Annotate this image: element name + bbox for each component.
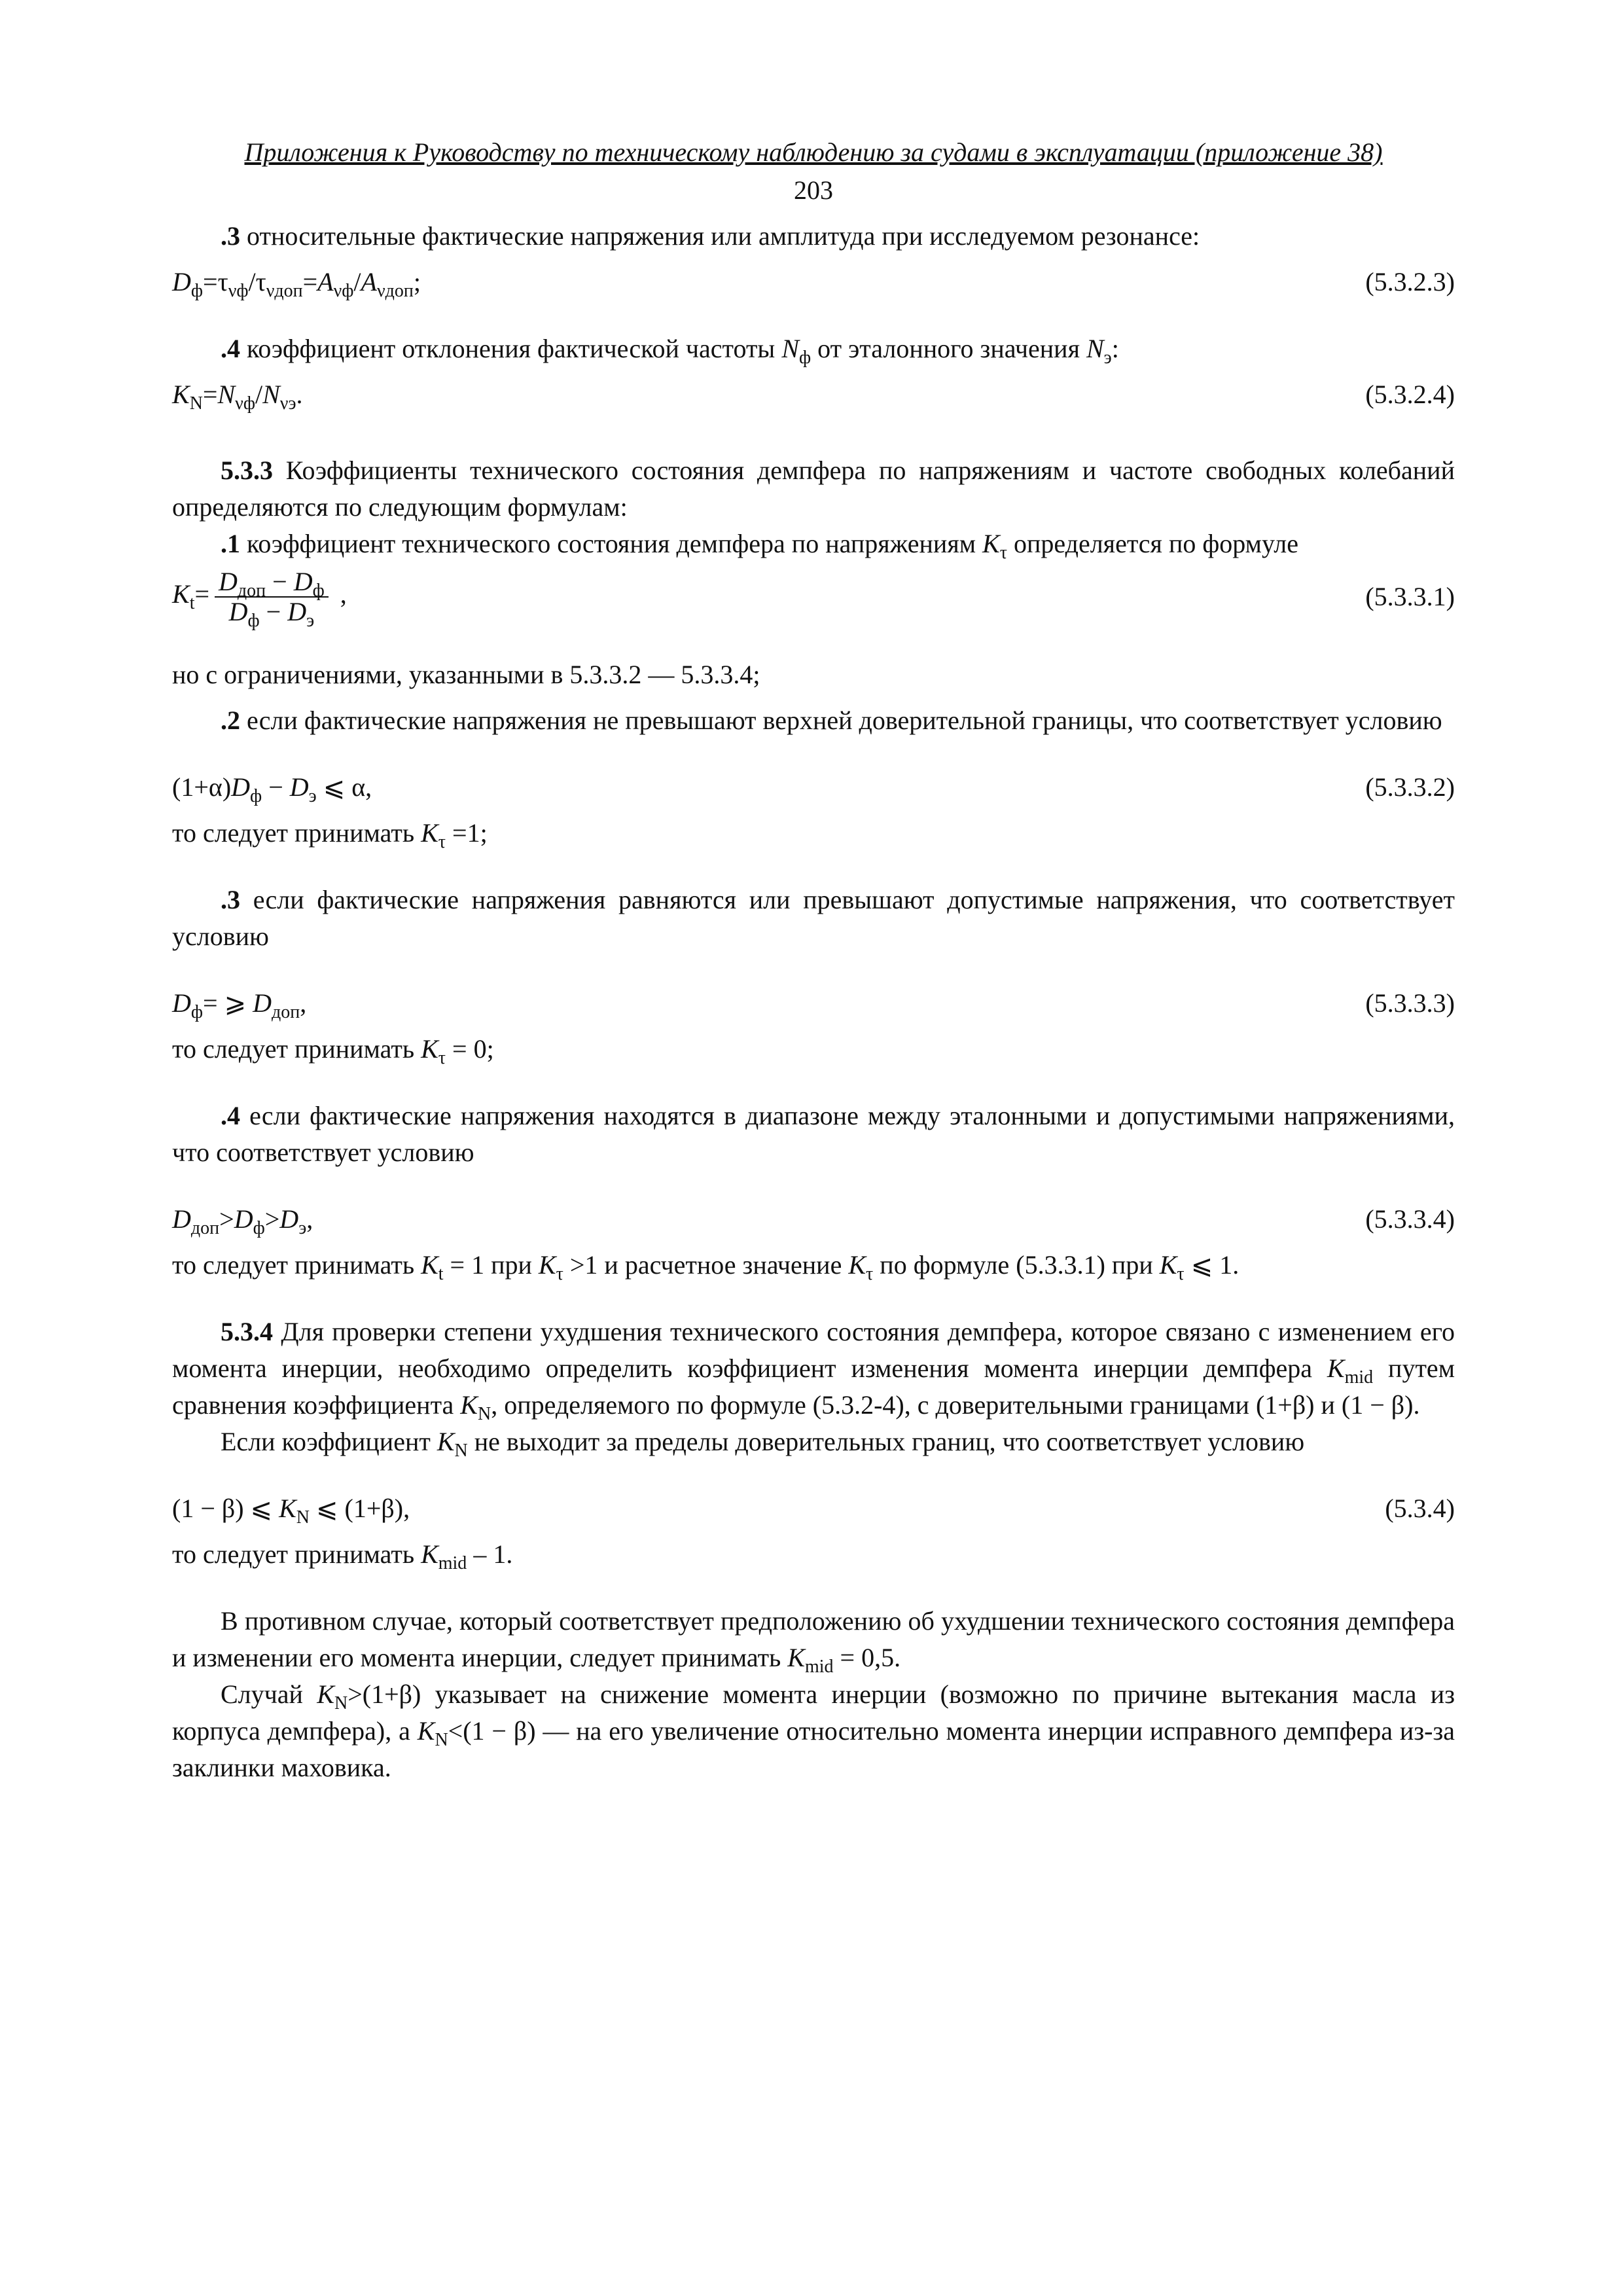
item-3b-conclusion — [172, 1031, 1455, 1067]
var-D: D — [231, 772, 251, 802]
formula-sym: = — [202, 380, 218, 409]
section-5-3-4-paragraph — [172, 1314, 1455, 1424]
sub-mid: mid — [804, 1657, 834, 1677]
var-K: K — [982, 529, 1000, 558]
document-page — [172, 134, 1455, 1786]
var-K: K — [421, 1539, 438, 1569]
item-number: .3 — [221, 221, 240, 251]
sub-τ: τ — [556, 1264, 563, 1284]
var-N: N — [262, 380, 280, 409]
formula-5-3-3-1 — [172, 567, 1455, 631]
var-K: K — [421, 1250, 438, 1280]
formula-sym: − — [262, 772, 290, 802]
sub-τ: τ — [999, 543, 1007, 563]
sub-τ: τ — [438, 1048, 446, 1068]
var-N: N — [781, 334, 799, 363]
formula-sym: − — [259, 597, 288, 626]
var-A: A — [317, 267, 334, 296]
sub-N: N — [189, 393, 203, 414]
item-text: если фактические напряжения не превышают верхней доверительной границы, что соответствует условию — [240, 706, 1442, 735]
item-text: = 0,5. — [833, 1643, 901, 1672]
var-D: D — [234, 1204, 253, 1234]
item-text: то следует принимать — [172, 818, 421, 848]
item-text: коэффициент технического состояния демпфера по напряжениям — [240, 529, 983, 558]
running-header: Приложения к Руководству по техническому наблюдению за судами в эксплуатации (приложение 38) — [244, 137, 1383, 167]
item-text: <(1 − β) — на его увеличение относительно момента инерции исправного демпфера из-за заклинки маховика. — [172, 1716, 1455, 1782]
section-5-3-3-paragraph — [172, 452, 1455, 526]
sub-э: э — [308, 786, 317, 806]
var-K: K — [172, 380, 190, 409]
formula-5-3-2-4 — [172, 376, 1455, 413]
item-text: Если коэффициент — [221, 1427, 437, 1456]
item-text: >(1+β) указывает на снижение момента инерции (возможно по причине вытекания масла из корпуса демпфера), а — [172, 1679, 1455, 1746]
formula-5-3-2-3 — [172, 264, 1455, 300]
item-3b-paragraph — [172, 882, 1455, 955]
item-number: .2 — [221, 706, 240, 735]
formula-sym: , — [306, 1204, 313, 1234]
var-K: K — [848, 1250, 866, 1280]
formula-sym: / — [353, 267, 361, 296]
item-text: относительные фактические напряжения или амплитуда при исследуемом резонансе: — [240, 221, 1200, 251]
item-text: коэффициент отклонения фактической частоты — [240, 334, 782, 363]
formula-sym: = — [194, 579, 210, 609]
sub-ф: ф — [253, 1218, 265, 1238]
item-text: то следует принимать — [172, 1539, 421, 1569]
item-text: то следует принимать — [172, 1250, 421, 1280]
section-text: Для проверки степени ухудшения технического состояния демпфера, которое связано с изменением его момента инерции, необходимо определить коэффициент изменения момента инерции демпфера — [172, 1317, 1455, 1383]
section-text: Коэффициенты технического состояния демпфера по напряжениям и частоте свободных колебаний определяются по следующим формулам: — [172, 456, 1455, 522]
fraction-numerator — [215, 567, 329, 601]
var-K: K — [538, 1250, 556, 1280]
var-K: K — [421, 818, 438, 848]
formula-sym: − — [266, 567, 294, 596]
item-text: = 1 при — [443, 1250, 539, 1280]
fraction-denominator — [225, 597, 319, 631]
var-K: K — [1327, 1354, 1345, 1383]
var-D: D — [172, 988, 191, 1018]
item-text: определяется по формуле — [1007, 529, 1298, 558]
formula-5-3-3-2 — [172, 769, 1455, 806]
item-text: по формуле (5.3.3.1) при — [873, 1250, 1160, 1280]
equation-number: (5.3.3.3) — [1365, 988, 1455, 1018]
sub-доп: доп — [237, 581, 266, 601]
var-D: D — [228, 597, 248, 626]
sub-ф: ф — [190, 281, 204, 301]
formula-body — [172, 985, 306, 1022]
item-text: : — [1111, 334, 1119, 363]
formula-sym: > — [264, 1204, 280, 1234]
formula-sym: /τ — [248, 267, 266, 296]
section-text: , определяемого по формуле (5.3.2-4), с доверительными границами (1+β) и (1 − β). — [491, 1390, 1420, 1420]
section-text: путем сравнения коэффициента — [172, 1354, 1455, 1420]
sub-N: N — [477, 1404, 491, 1424]
sub-νф: νф — [228, 281, 249, 301]
sub-t: t — [189, 593, 195, 614]
item-2-paragraph — [172, 702, 1455, 739]
equation-number: (5.3.3.1) — [1365, 582, 1455, 611]
formula-body — [172, 1490, 410, 1527]
var-K: K — [417, 1716, 435, 1746]
formula-5-3-3-3 — [172, 985, 1455, 1022]
formula-body — [172, 264, 421, 300]
sub-N: N — [334, 1693, 348, 1713]
item-2-conclusion — [172, 815, 1455, 852]
otherwise-paragraph — [172, 1603, 1455, 1676]
equation-number: (5.3.3.4) — [1365, 1204, 1455, 1234]
condition-conclusion — [172, 1536, 1455, 1573]
formula-sym: , — [333, 579, 347, 609]
sub-ф: ф — [190, 1002, 204, 1022]
formula-sym: ; — [413, 267, 421, 296]
section-number: 5.3.4 — [221, 1317, 273, 1346]
var-K: K — [172, 579, 190, 609]
item-text: если фактические напряжения равняются или превышают допустимые напряжения, что соответствует условию — [172, 885, 1455, 951]
sub-νдоп: νдоп — [376, 281, 414, 301]
item-text: >1 и расчетное значение — [563, 1250, 849, 1280]
sub-τ: τ — [1177, 1264, 1185, 1284]
sub-N: N — [435, 1730, 448, 1750]
item-4b-paragraph — [172, 1098, 1455, 1171]
var-K: K — [460, 1390, 478, 1420]
sub-mid: mid — [1344, 1367, 1374, 1388]
item-text: – 1. — [467, 1539, 513, 1569]
item-text: Случай — [221, 1679, 317, 1709]
var-K: K — [421, 1034, 438, 1064]
formula-body — [172, 567, 347, 631]
sub-э: э — [298, 1218, 307, 1238]
var-D: D — [293, 567, 313, 596]
sub-mid: mid — [438, 1553, 467, 1573]
item-text: ⩽ 1. — [1184, 1250, 1240, 1280]
formula-sym: ⩽ (1+β), — [310, 1494, 410, 1523]
equation-number: (5.3.4) — [1385, 1494, 1455, 1523]
item-text: от эталонного значения — [811, 334, 1086, 363]
formula-sym: ⩽ α, — [316, 772, 372, 802]
item-text: не выходит за пределы доверительных границ, что соответствует условию — [467, 1427, 1305, 1456]
formula-5-3-3-4 — [172, 1201, 1455, 1238]
sub-τ: τ — [866, 1264, 874, 1284]
equation-number: (5.3.2.3) — [1365, 267, 1455, 296]
page-number: 203 — [794, 175, 833, 205]
var-N: N — [217, 380, 236, 409]
item-4-paragraph — [172, 331, 1455, 367]
item-number: .4 — [221, 1101, 240, 1130]
item-text: = 0; — [446, 1034, 494, 1064]
item-number: .3 — [221, 885, 240, 914]
var-D: D — [289, 772, 309, 802]
sub-νэ: νэ — [279, 393, 296, 414]
section-number: 5.3.3 — [221, 456, 273, 485]
item-text: =1; — [446, 818, 488, 848]
sub-t: t — [438, 1264, 444, 1284]
var-N: N — [1086, 334, 1104, 363]
sub-ф: ф — [799, 348, 812, 368]
formula-sym: , — [300, 988, 307, 1018]
sub-N: N — [454, 1441, 468, 1461]
sub-νдоп: νдоп — [266, 281, 303, 301]
item-3-paragraph — [172, 218, 1455, 255]
sub-N: N — [296, 1507, 310, 1528]
var-K: K — [437, 1427, 455, 1456]
sub-ф: ф — [247, 611, 260, 631]
formula-sym: > — [219, 1204, 234, 1234]
var-D: D — [172, 267, 191, 296]
var-D: D — [219, 567, 238, 596]
item-text: то следует принимать — [172, 1034, 421, 1064]
sub-ф: ф — [312, 581, 325, 601]
var-K: K — [279, 1494, 296, 1523]
formula-5-3-4 — [172, 1490, 1455, 1527]
formula-sym: / — [255, 380, 263, 409]
formula-sym: =τ — [203, 267, 228, 296]
item-1-paragraph — [172, 526, 1455, 562]
var-D: D — [253, 988, 272, 1018]
sub-э: э — [306, 611, 315, 631]
var-A: A — [361, 267, 377, 296]
item-text: В противном случае, который соответствует предположению об ухудшении технического состояния демпфера и изменении его момента инерции, следует принимать — [172, 1606, 1455, 1672]
sub-э: э — [1103, 348, 1112, 368]
formula-sym: = ⩾ — [203, 988, 253, 1018]
sub-ф: ф — [250, 786, 262, 806]
sub-τ: τ — [438, 832, 446, 852]
fraction — [215, 567, 329, 631]
formula-body — [172, 376, 302, 413]
condition-paragraph — [172, 1424, 1455, 1460]
sub-доп: доп — [190, 1218, 220, 1238]
item-number: .4 — [221, 334, 240, 363]
sub-νф: νф — [333, 281, 354, 301]
formula-sym: . — [296, 380, 303, 409]
sub-доп: доп — [272, 1002, 300, 1022]
var-K: K — [1159, 1250, 1177, 1280]
item-4b-conclusion — [172, 1247, 1455, 1283]
case-paragraph — [172, 1676, 1455, 1786]
item-1-continuation: но с ограничениями, указанными в 5.3.3.2 — 5.3.3.4; — [172, 660, 760, 689]
formula-sym: (1 − β) ⩽ — [172, 1494, 279, 1523]
formula-sym: = — [302, 267, 318, 296]
formula-body — [172, 769, 372, 806]
var-K: K — [317, 1679, 334, 1709]
formula-body — [172, 1201, 313, 1238]
item-number: .1 — [221, 529, 240, 558]
sub-νф: νф — [235, 393, 255, 414]
var-D: D — [287, 597, 307, 626]
formula-sym: (1+α) — [172, 772, 232, 802]
var-D: D — [172, 1204, 191, 1234]
equation-number: (5.3.2.4) — [1365, 380, 1455, 409]
var-D: D — [279, 1204, 299, 1234]
item-text: если фактические напряжения находятся в диапазоне между эталонными и допустимыми напряжениями, что соответствует условию — [172, 1101, 1455, 1167]
var-K: K — [787, 1643, 805, 1672]
equation-number: (5.3.3.2) — [1365, 772, 1455, 802]
